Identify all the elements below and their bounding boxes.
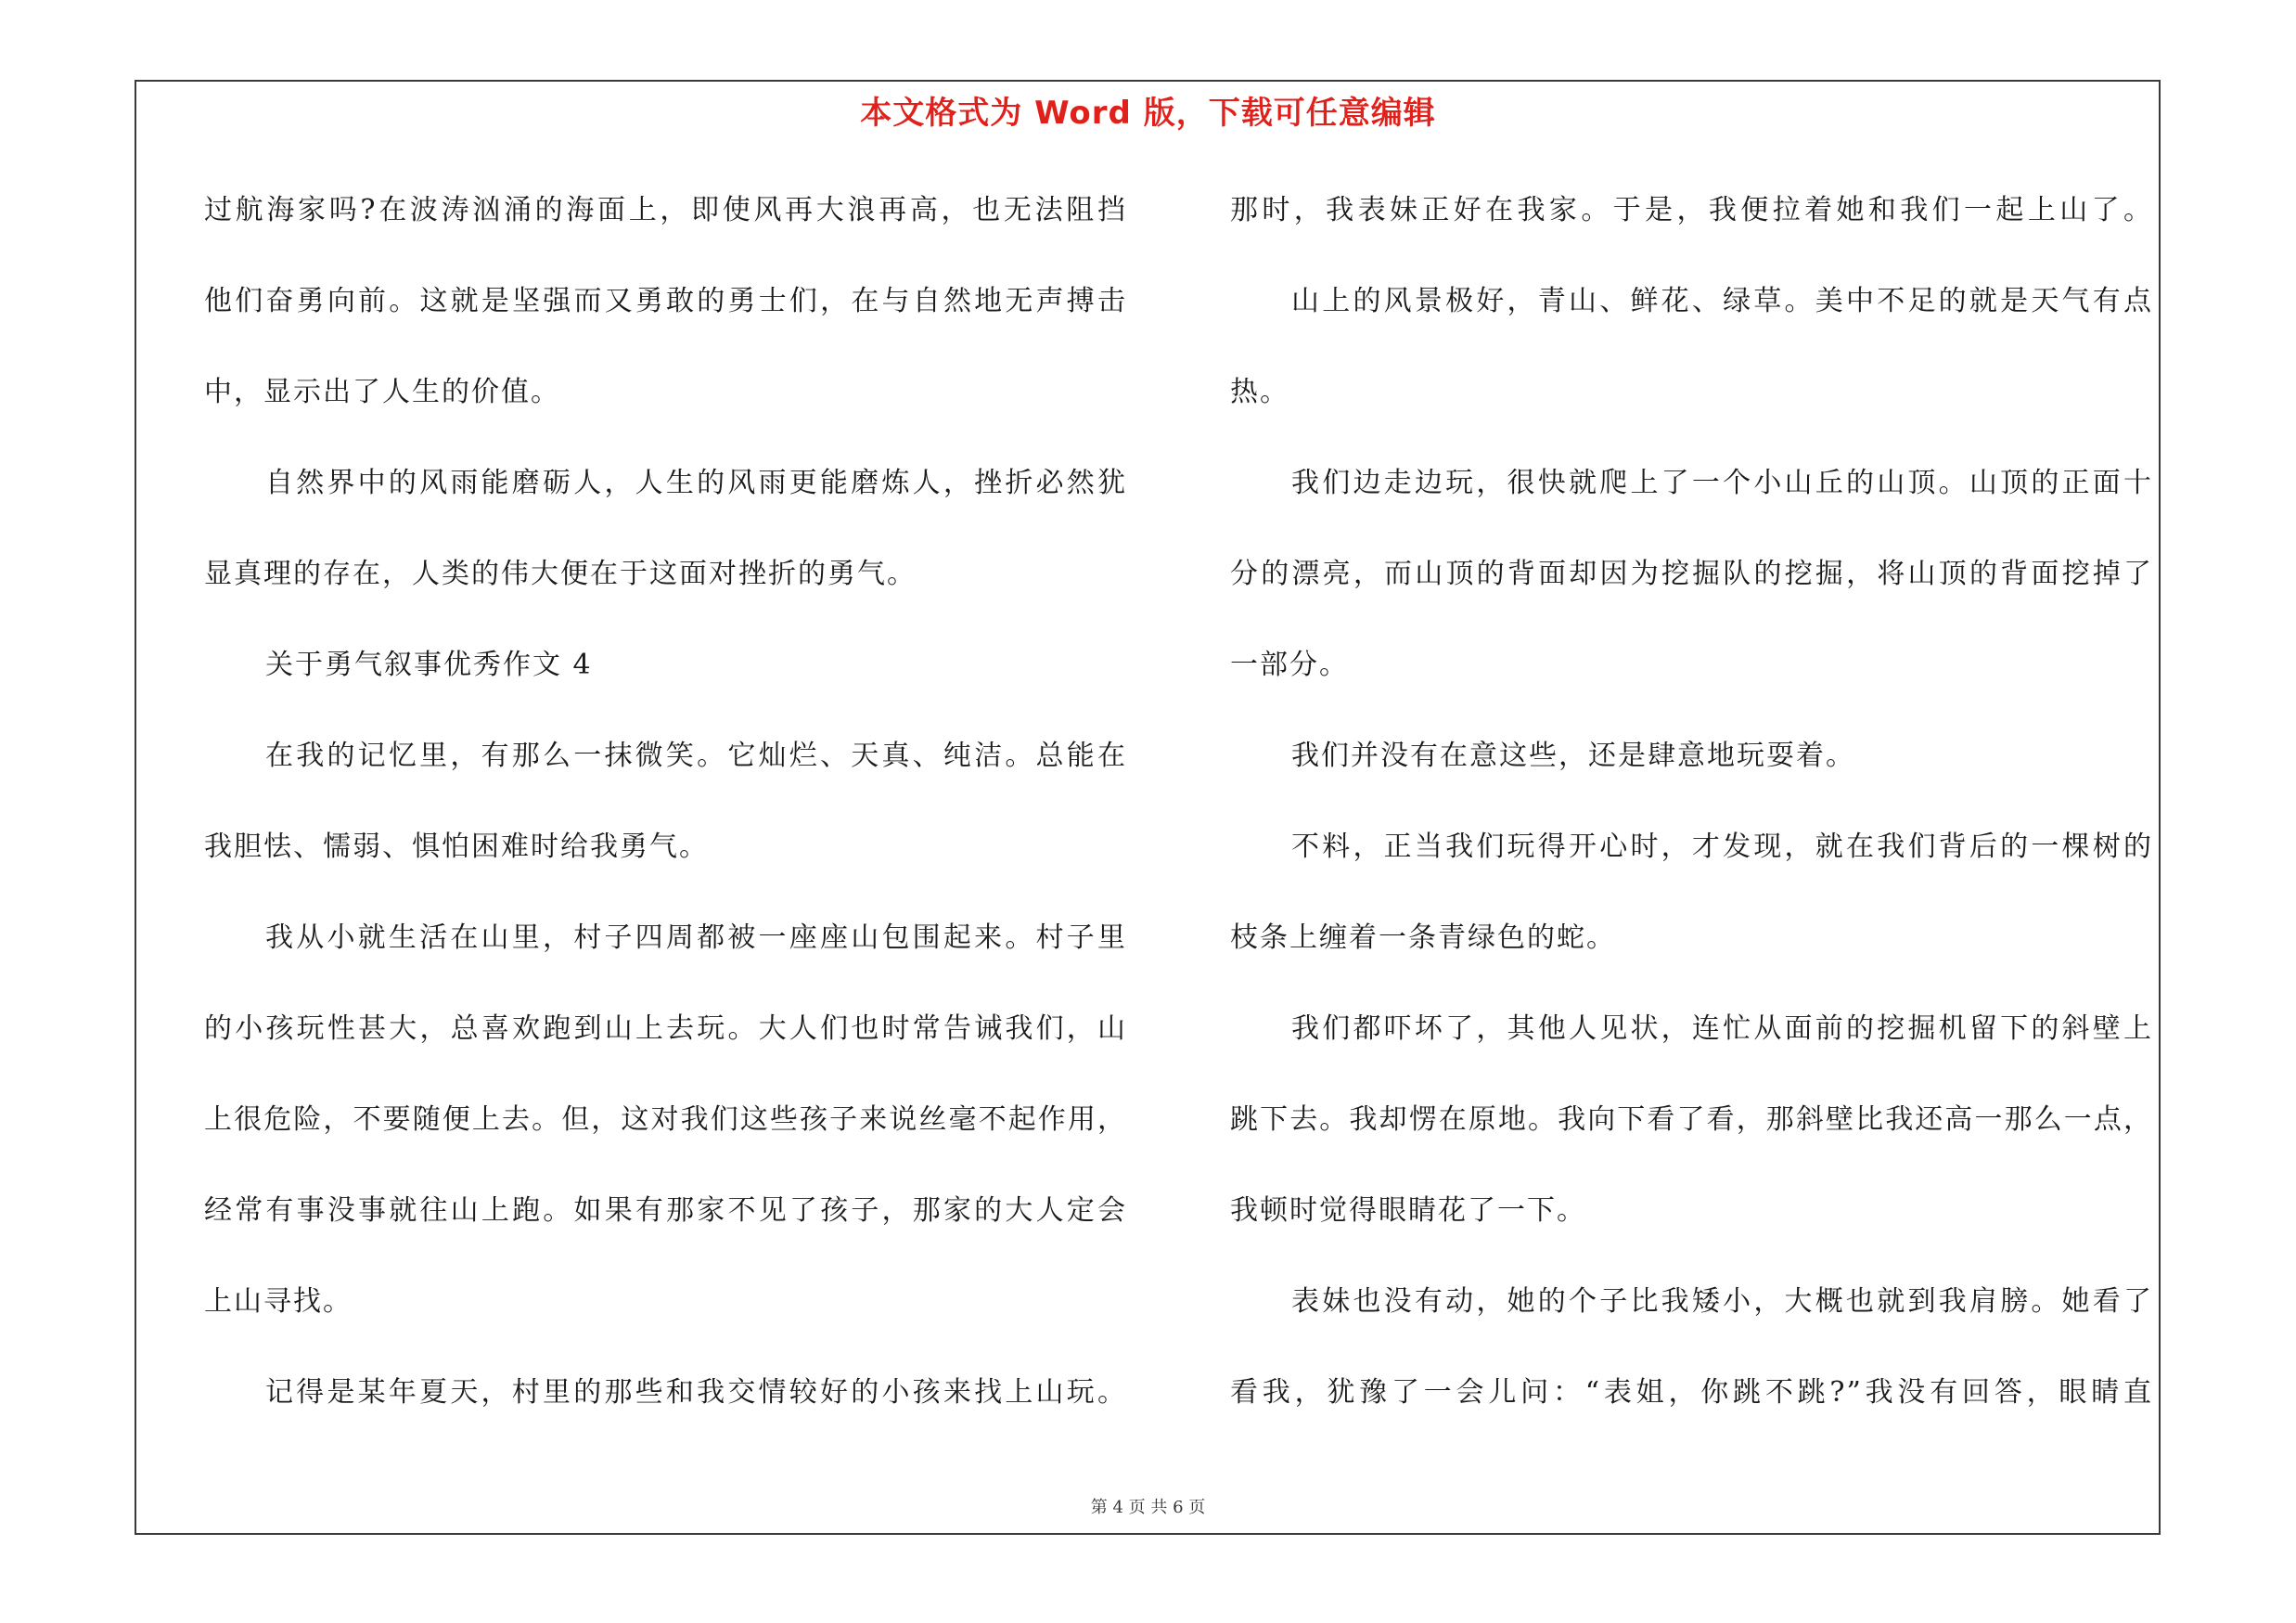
text-line: 我们并没有在意这些，还是肆意地玩耍着。 [1291, 740, 1855, 772]
section-heading: 关于勇气叙事优秀作文 4 [265, 649, 593, 681]
text-line: 不料，正当我们玩得开心时，才发现，就在我们背后的一棵树的 [1291, 831, 2153, 863]
text-line: 过航海家吗?在波涛汹涌的海面上，即使风再大浪再高，也无法阻挡 [204, 194, 1127, 226]
text-line: 热。 [1230, 376, 1289, 408]
text-line: 我顿时觉得眼睛花了一下。 [1230, 1194, 1586, 1227]
text-line: 我们都吓坏了，其他人见状，连忙从面前的挖掘机留下的斜壁上 [1291, 1012, 2153, 1045]
text-line: 我从小就生活在山里，村子四周都被一座座山包围起来。村子里 [265, 921, 1127, 954]
text-line: 在我的记忆里，有那么一抹微笑。它灿烂、天真、纯洁。总能在 [265, 740, 1127, 772]
text-line: 表妹也没有动，她的个子比我矮小，大概也就到我肩膀。她看了 [1291, 1285, 2153, 1318]
format-banner: 本文格式为 Word 版，下载可任意编辑 [860, 95, 1436, 132]
text-line: 那时，我表妹正好在我家。于是，我便拉着她和我们一起上山了。 [1230, 194, 2153, 226]
text-line: 枝条上缠着一条青绿色的蛇。 [1230, 921, 1616, 954]
text-line: 经常有事没事就往山上跑。如果有那家不见了孩子，那家的大人定会 [204, 1194, 1127, 1227]
text-line: 跳下去。我却愣在原地。我向下看了看，那斜壁比我还高一那么一点， [1230, 1103, 2153, 1136]
text-line: 看我，犹豫了一会儿问：“表姐，你跳不跳?”我没有回答，眼睛直 [1230, 1376, 2153, 1409]
text-line: 自然界中的风雨能磨砺人，人生的风雨更能磨炼人，挫折必然犹 [265, 467, 1127, 499]
text-line: 中，显示出了人生的价值。 [204, 376, 560, 408]
text-line: 一部分。 [1230, 649, 1349, 681]
text-line: 上山寻找。 [204, 1285, 353, 1318]
text-line: 的小孩玩性甚大，总喜欢跑到山上去玩。大人们也时常告诫我们，山 [204, 1012, 1127, 1045]
text-line: 显真理的存在，人类的伟大便在于这面对挫折的勇气。 [204, 558, 917, 590]
text-line: 记得是某年夏天，村里的那些和我交情较好的小孩来找上山玩。 [265, 1376, 1127, 1409]
text-line: 分的漂亮，而山顶的背面却因为挖掘队的挖掘，将山顶的背面挖掉了 [1230, 558, 2153, 590]
text-line: 山上的风景极好，青山、鲜花、绿草。美中不足的就是天气有点 [1291, 285, 2153, 317]
left-column [204, 182, 1127, 1455]
text-line: 我们边走边玩，很快就爬上了一个小山丘的山顶。山顶的正面十 [1291, 467, 2153, 499]
text-line: 他们奋勇向前。这就是坚强而又勇敢的勇士们，在与自然地无声搏击 [204, 285, 1127, 317]
text-line: 上很危险，不要随便上去。但，这对我们这些孩子来说丝毫不起作用， [204, 1103, 1127, 1136]
page-number: 第 4 页 共 6 页 [1090, 1498, 1206, 1517]
text-line: 我胆怯、懦弱、惧怕困难时给我勇气。 [204, 831, 709, 863]
right-column [1230, 182, 2153, 1455]
